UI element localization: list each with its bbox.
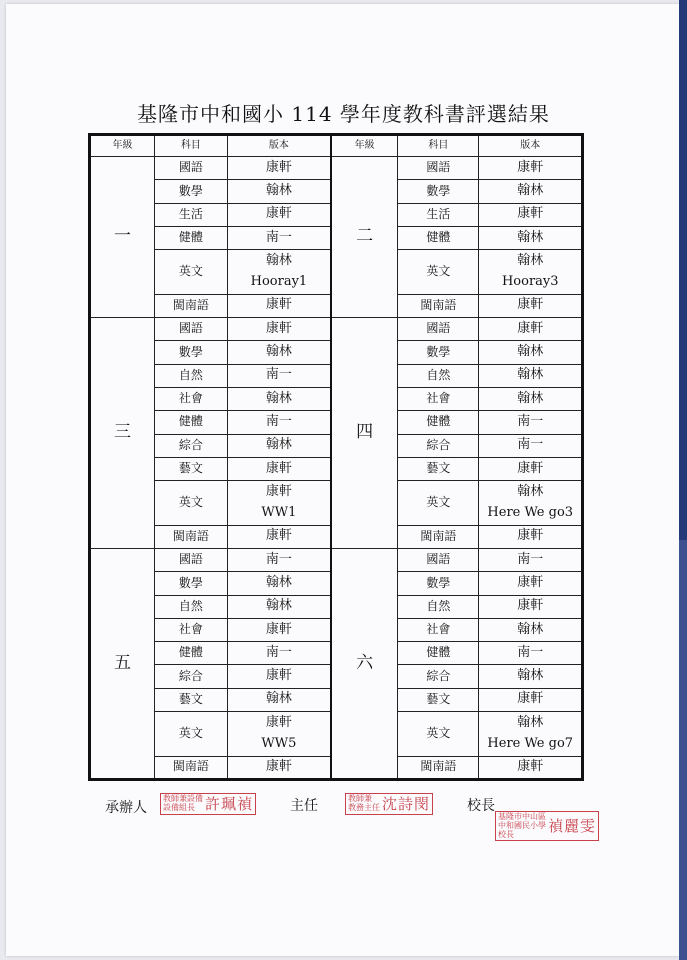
version-cell <box>227 434 330 457</box>
subject-cell: 英文 <box>154 481 227 526</box>
version-cell <box>227 525 330 548</box>
subject-cell: 綜合 <box>154 434 227 457</box>
subject-cell: 自然 <box>398 595 479 618</box>
version-name: 南一 <box>517 551 544 567</box>
version-name: 翰林 <box>517 253 544 269</box>
subject-cell: 生活 <box>154 203 227 226</box>
version-name: 翰林 <box>265 691 292 707</box>
version-name: 翰林 <box>517 367 544 383</box>
version-cell <box>479 411 583 434</box>
handler-stamp-title1: 教師兼設備 <box>163 794 203 803</box>
version-cell <box>227 364 330 387</box>
subject-cell: 閩南語 <box>154 294 227 317</box>
version-cell <box>479 434 583 457</box>
header-grade-left: 年級 <box>90 135 155 157</box>
subject-cell: 社會 <box>398 387 479 410</box>
version-name: 康軒 <box>517 598 544 614</box>
version-name: 南一 <box>265 367 292 383</box>
subject-cell: 國語 <box>154 548 227 571</box>
version-series: Here We go3 <box>487 504 574 520</box>
subject-cell: 社會 <box>398 618 479 641</box>
version-name: 康軒 <box>517 159 544 175</box>
version-cell <box>227 294 330 317</box>
subject-cell: 藝文 <box>398 688 479 711</box>
subject-cell: 自然 <box>154 595 227 618</box>
principal-stamp-title2: 中和國民小學 <box>498 820 546 830</box>
version-name: 南一 <box>265 644 292 660</box>
version-cell <box>479 457 583 480</box>
version-name: 康軒 <box>265 668 292 684</box>
version-cell <box>227 642 330 665</box>
version-name: 康軒 <box>265 483 292 499</box>
grade-cell: 二 <box>331 157 398 318</box>
version-name: 康軒 <box>265 460 292 476</box>
version-name: 康軒 <box>265 159 292 175</box>
version-cell <box>227 548 330 571</box>
version-name: 康軒 <box>517 691 544 707</box>
grade-cell: 四 <box>331 318 398 549</box>
version-cell <box>227 341 330 364</box>
version-cell <box>227 665 330 688</box>
version-cell <box>479 481 583 526</box>
subject-cell: 閩南語 <box>398 294 479 317</box>
grade-cell: 一 <box>90 157 155 318</box>
version-cell <box>479 387 583 410</box>
subject-cell: 數學 <box>398 572 479 595</box>
header-grade-right: 年級 <box>331 135 398 157</box>
header-version-left: 版本 <box>227 135 330 157</box>
version-name: 康軒 <box>517 297 544 313</box>
subject-cell: 數學 <box>398 341 479 364</box>
version-cell <box>479 364 583 387</box>
header-version-right: 版本 <box>479 135 583 157</box>
version-name: 翰林 <box>265 253 292 269</box>
version-cell <box>479 157 583 180</box>
version-cell <box>227 618 330 641</box>
version-cell <box>479 341 583 364</box>
version-name: 南一 <box>265 551 292 567</box>
director-stamp <box>345 793 433 815</box>
version-name: 翰林 <box>517 668 544 684</box>
subject-cell: 健體 <box>154 226 227 249</box>
subject-cell: 數學 <box>398 180 479 203</box>
version-name: 翰林 <box>517 229 544 245</box>
subject-cell: 綜合 <box>398 434 479 457</box>
subject-cell: 數學 <box>154 180 227 203</box>
subject-cell: 健體 <box>398 226 479 249</box>
subject-cell: 閩南語 <box>398 525 479 548</box>
version-series: Hooray3 <box>501 273 559 289</box>
version-series: Here We go7 <box>487 735 574 751</box>
subject-cell: 藝文 <box>398 457 479 480</box>
version-name: 康軒 <box>517 206 544 222</box>
director-stamp-title2: 教務主任 <box>348 802 380 812</box>
version-cell <box>479 618 583 641</box>
subject-cell: 社會 <box>154 618 227 641</box>
subject-cell: 英文 <box>154 250 227 295</box>
version-cell <box>227 226 330 249</box>
subject-cell: 健體 <box>154 411 227 434</box>
subject-cell: 健體 <box>398 642 479 665</box>
handler-stamp-name: 許珮禎 <box>205 794 254 813</box>
version-name: 南一 <box>517 437 544 453</box>
version-cell <box>479 548 583 571</box>
subject-cell: 國語 <box>398 157 479 180</box>
version-name: 翰林 <box>265 598 292 614</box>
version-name: 翰林 <box>265 574 292 590</box>
subject-cell: 國語 <box>398 548 479 571</box>
version-name: 翰林 <box>265 390 292 406</box>
version-cell <box>479 294 583 317</box>
principal-stamp-name: 禎麗雯 <box>548 816 597 835</box>
version-cell <box>227 688 330 711</box>
header-subject-right: 科目 <box>398 135 479 157</box>
director-stamp-name: 沈詩閔 <box>382 794 431 813</box>
subject-cell: 生活 <box>398 203 479 226</box>
version-cell <box>479 688 583 711</box>
version-cell <box>227 411 330 434</box>
handler-stamp-title2: 設備組長 <box>163 802 195 812</box>
version-cell <box>479 180 583 203</box>
subject-cell: 閩南語 <box>398 756 479 779</box>
grade-cell: 五 <box>90 548 155 779</box>
version-name: 康軒 <box>517 528 544 544</box>
version-cell <box>479 756 583 779</box>
version-name: 康軒 <box>517 460 544 476</box>
version-cell <box>227 318 330 341</box>
version-cell <box>227 250 330 295</box>
director-stamp-title1: 教師兼 <box>348 794 372 803</box>
subject-cell: 綜合 <box>398 665 479 688</box>
version-name: 翰林 <box>517 483 544 499</box>
header-subject-left: 科目 <box>154 135 227 157</box>
version-name: 康軒 <box>265 206 292 222</box>
version-series: Hooray1 <box>250 273 308 289</box>
version-cell <box>479 572 583 595</box>
grade-cell: 三 <box>90 318 155 549</box>
version-cell <box>227 387 330 410</box>
subject-cell: 國語 <box>154 318 227 341</box>
version-name: 南一 <box>265 413 292 429</box>
handler-label: 承辦人 <box>105 800 147 816</box>
version-cell <box>479 665 583 688</box>
version-name: 翰林 <box>265 437 292 453</box>
version-cell <box>479 250 583 295</box>
subject-cell: 數學 <box>154 572 227 595</box>
version-cell <box>227 481 330 526</box>
version-cell <box>227 203 330 226</box>
grade-cell: 六 <box>331 548 398 779</box>
subject-cell: 英文 <box>398 250 479 295</box>
subject-cell: 英文 <box>398 712 479 757</box>
director-label: 主任 <box>290 798 318 814</box>
version-name: 康軒 <box>517 574 544 590</box>
textbook-selection-table <box>88 133 584 781</box>
version-name: 康軒 <box>517 320 544 336</box>
principal-label: 校長 <box>467 798 495 814</box>
version-cell <box>227 180 330 203</box>
principal-stamp-title3: 校長 <box>498 829 514 839</box>
principal-stamp <box>495 811 599 841</box>
table-row <box>90 157 583 180</box>
version-name: 康軒 <box>265 621 292 637</box>
version-series: WW1 <box>261 504 297 520</box>
version-name: 康軒 <box>265 758 292 774</box>
version-cell <box>479 595 583 618</box>
version-cell <box>227 756 330 779</box>
version-cell <box>479 642 583 665</box>
version-cell <box>479 318 583 341</box>
subject-cell: 英文 <box>398 481 479 526</box>
subject-cell: 國語 <box>154 157 227 180</box>
version-cell <box>227 157 330 180</box>
subject-cell: 國語 <box>398 318 479 341</box>
version-name: 南一 <box>517 644 544 660</box>
version-cell <box>227 572 330 595</box>
table-row <box>90 548 583 571</box>
version-cell <box>227 457 330 480</box>
version-name: 南一 <box>517 413 544 429</box>
version-name: 翰林 <box>517 182 544 198</box>
subject-cell: 藝文 <box>154 457 227 480</box>
handler-stamp <box>160 793 256 815</box>
subject-cell: 閩南語 <box>154 525 227 548</box>
version-name: 翰林 <box>265 344 292 360</box>
document-title: 基隆市中和國小 114 學年度教科書評選結果 <box>137 102 550 126</box>
version-cell <box>479 525 583 548</box>
version-name: 翰林 <box>517 390 544 406</box>
version-name: 南一 <box>265 229 292 245</box>
version-name: 翰林 <box>517 714 544 730</box>
subject-cell: 自然 <box>398 364 479 387</box>
version-cell <box>479 203 583 226</box>
version-cell <box>227 595 330 618</box>
version-name: 康軒 <box>265 297 292 313</box>
version-cell <box>479 712 583 757</box>
version-name: 康軒 <box>265 528 292 544</box>
version-name: 翰林 <box>517 344 544 360</box>
version-name: 康軒 <box>517 758 544 774</box>
subject-cell: 綜合 <box>154 665 227 688</box>
subject-cell: 社會 <box>154 387 227 410</box>
version-name: 康軒 <box>265 714 292 730</box>
subject-cell: 英文 <box>154 712 227 757</box>
subject-cell: 藝文 <box>154 688 227 711</box>
version-cell <box>227 712 330 757</box>
subject-cell: 健體 <box>154 642 227 665</box>
subject-cell: 數學 <box>154 341 227 364</box>
subject-cell: 健體 <box>398 411 479 434</box>
subject-cell: 自然 <box>154 364 227 387</box>
version-cell <box>479 226 583 249</box>
signature-area <box>0 795 687 855</box>
table-row <box>90 318 583 341</box>
binder-edge-lower <box>679 540 687 960</box>
version-name: 康軒 <box>265 320 292 336</box>
version-name: 翰林 <box>517 621 544 637</box>
subject-cell: 閩南語 <box>154 756 227 779</box>
principal-stamp-title1: 基隆市中山區 <box>498 812 546 821</box>
version-name: 翰林 <box>265 182 292 198</box>
header-row <box>90 135 583 157</box>
version-series: WW5 <box>261 735 297 751</box>
